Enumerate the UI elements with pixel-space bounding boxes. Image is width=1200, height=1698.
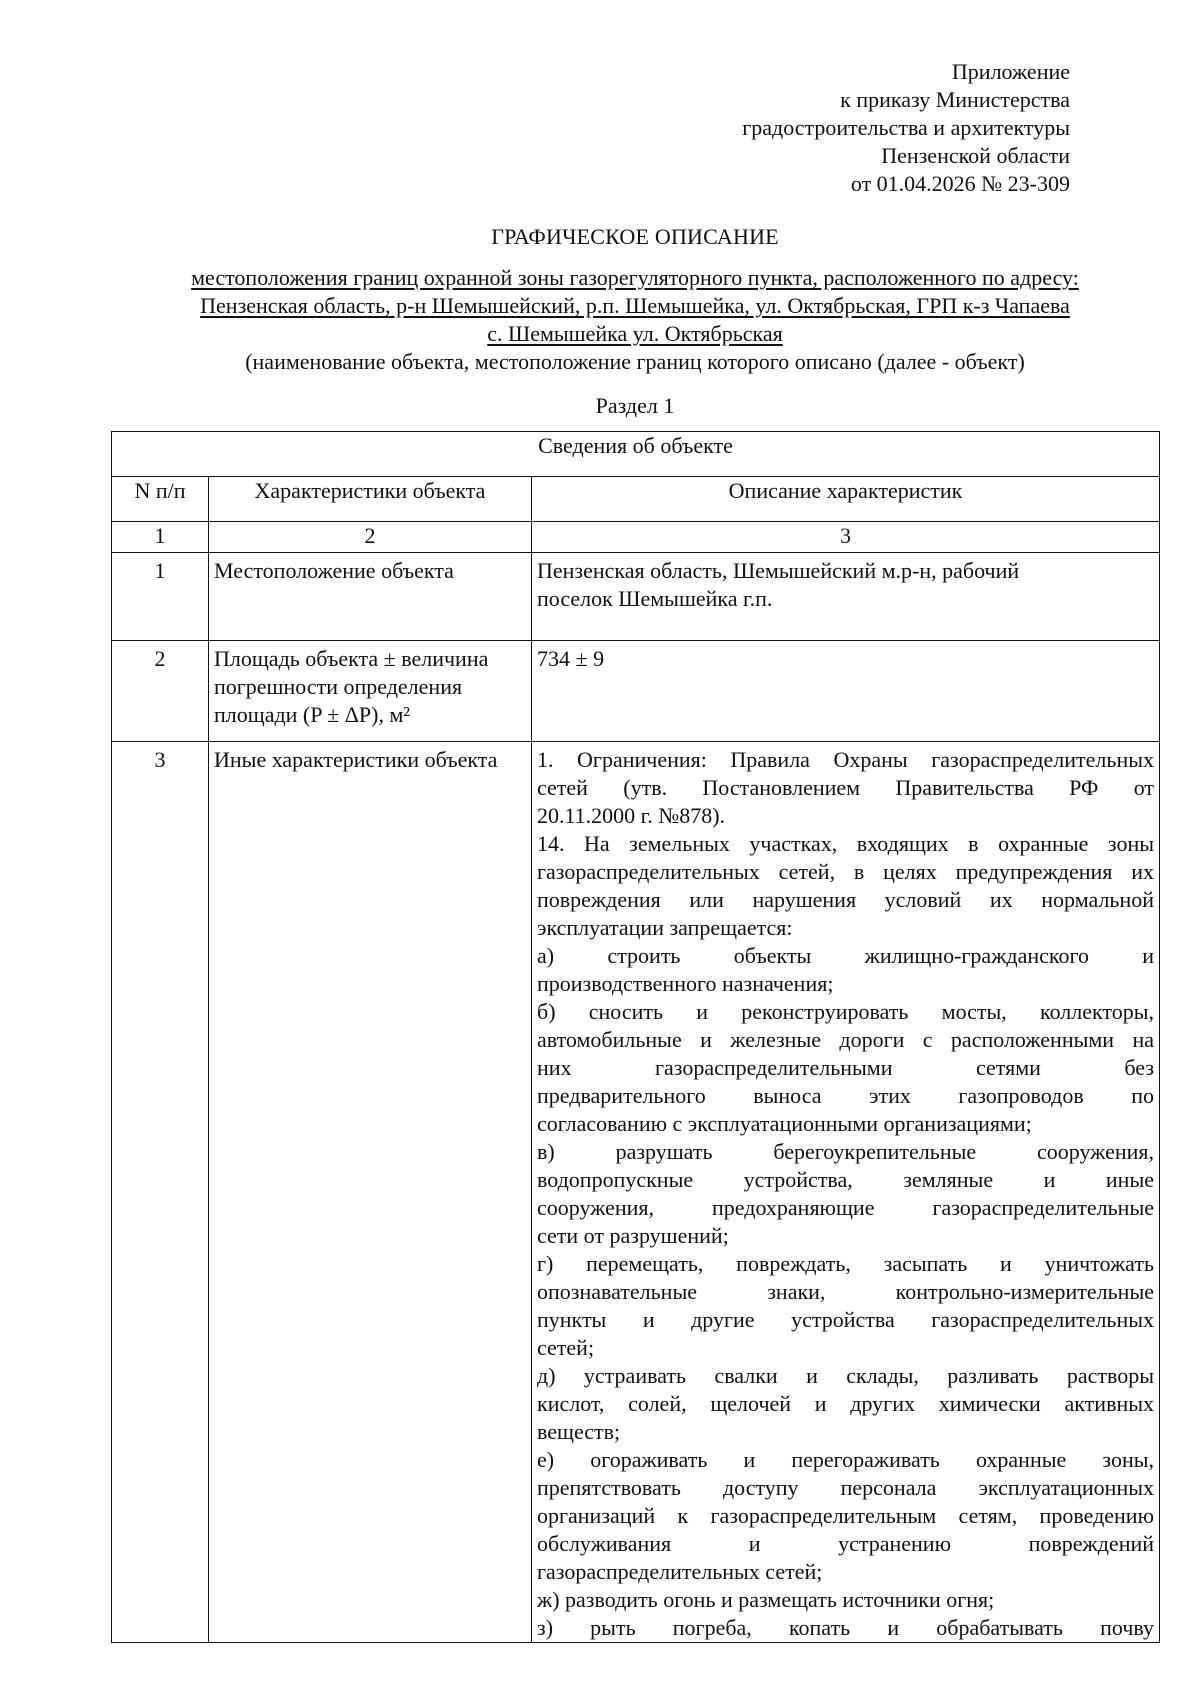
subject-block	[0, 264, 1200, 376]
desc-line: обслуживания и устранению повреждений	[537, 1531, 1155, 1556]
appendix-line: Приложение	[951, 59, 1070, 84]
appendix-block	[742, 58, 1070, 198]
desc-line: согласованию с эксплуатационными организациями;	[537, 1111, 1032, 1136]
appendix-line: градостроительства и архитектуры	[742, 115, 1070, 140]
row-description	[532, 641, 1160, 742]
desc-line: повреждения или нарушения условий их нормальной	[537, 887, 1155, 912]
header-description: Описание характеристик	[532, 477, 1160, 522]
desc-line: кислот, солей, щелочей и других химически активных	[537, 1391, 1155, 1416]
row-name: Местоположение объекта	[209, 553, 532, 641]
desc-line: эксплуатации запрещается:	[537, 915, 793, 940]
header-num: N п/п	[112, 477, 209, 522]
row-num: 3	[112, 742, 209, 1643]
row-description	[532, 742, 1160, 1643]
table-header-row	[112, 477, 1160, 522]
table-row	[112, 742, 1160, 1643]
document-title: ГРАФИЧЕСКОЕ ОПИСАНИЕ	[491, 224, 779, 249]
desc-line: сетей (утв. Постановлением Правительства РФ от	[537, 775, 1155, 800]
appendix-line: к приказу Министерства	[840, 87, 1070, 112]
desc-line: препятствовать доступу персонала эксплуатационных	[537, 1475, 1155, 1500]
desc-line: поселок Шемышейка г.п.	[537, 586, 773, 611]
desc-line: опознавательные знаки, контрольно-измерительные	[537, 1279, 1155, 1304]
row-description	[532, 553, 1160, 641]
section-title: Раздел 1	[595, 393, 675, 418]
desc-line: сети от разрушений;	[537, 1223, 729, 1248]
desc-line: 20.11.2000 г. №878).	[537, 803, 726, 828]
table-row	[112, 641, 1160, 742]
column-number: 3	[532, 522, 1160, 553]
column-number: 1	[112, 522, 209, 553]
subject-caption: (наименование объекта, местоположение границ которого описано (далее - объект)	[245, 349, 1025, 374]
desc-line: д) устраивать свалки и склады, разливать растворы	[537, 1363, 1155, 1388]
subject-line: местоположения границ охранной зоны газорегуляторного пункта, расположенного по адресу:	[191, 265, 1079, 290]
desc-line: газораспределительных сетей, в целях предупреждения их	[537, 859, 1155, 884]
object-info-table	[111, 431, 1160, 1643]
desc-line: сетей;	[537, 1335, 595, 1360]
appendix-line: Пензенской области	[881, 143, 1070, 168]
appendix-date-line: от 01.04.2026 № 23-309	[850, 171, 1070, 196]
desc-line: пункты и другие устройства газораспределительных	[537, 1307, 1155, 1332]
desc-line: производственного назначения;	[537, 971, 834, 996]
desc-line: них газораспределительными сетями без	[537, 1055, 1155, 1080]
column-number: 2	[209, 522, 532, 553]
column-numbers-row	[112, 522, 1160, 553]
desc-line: газораспределительных сетей;	[537, 1559, 823, 1584]
desc-line: водопропускные устройства, земляные и иные	[537, 1167, 1155, 1192]
desc-line: г) перемещать, повреждать, засыпать и уничтожать	[537, 1251, 1155, 1276]
desc-line: автомобильные и железные дороги с расположенными на	[537, 1027, 1155, 1052]
row-name	[209, 641, 532, 742]
desc-line: предварительного выноса этих газопроводов по	[537, 1083, 1155, 1108]
desc-line: сооружения, предохраняющие газораспределительные	[537, 1195, 1155, 1220]
desc-line: з) рыть погреба, копать и обрабатывать почву	[537, 1615, 1155, 1640]
row-name: Иные характеристики объекта	[209, 742, 532, 1643]
row-num: 2	[112, 641, 209, 742]
desc-line: 14. На земельных участках, входящих в охранные зоны	[537, 831, 1155, 856]
subject-line: Пензенская область, р-н Шемышейский, р.п. Шемышейка, ул. Октябрьская, ГРП к-з Чапаева	[200, 293, 1070, 318]
name-line: Площадь объекта ± величина	[214, 646, 489, 671]
desc-line: а) строить объекты жилищно-гражданского и	[537, 943, 1155, 968]
desc-line: б) сносить и реконструировать мосты, коллекторы,	[537, 999, 1155, 1024]
desc-line: Пензенская область, Шемышейский м.р-н, рабочий	[537, 558, 1020, 583]
table-caption: Сведения об объекте	[112, 432, 1160, 477]
desc-line: веществ;	[537, 1419, 621, 1444]
desc-line: ж) разводить огонь и размещать источники огня;	[537, 1587, 995, 1612]
desc-line: 1. Ограничения: Правила Охраны газораспределительных	[537, 747, 1155, 772]
desc-line: 734 ± 9	[537, 646, 605, 671]
header-characteristic: Характеристики объекта	[209, 477, 532, 522]
name-line: площади (P ± ΔP), м²	[214, 702, 410, 727]
desc-line: организаций к газораспределительным сетям, проведению	[537, 1503, 1155, 1528]
row-num: 1	[112, 553, 209, 641]
table-caption-row	[112, 432, 1160, 477]
name-line: погрешности определения	[214, 674, 463, 699]
subject-line: с. Шемышейка ул. Октябрьская	[487, 321, 783, 346]
desc-line: в) разрушать берегоукрепительные сооружения,	[537, 1139, 1155, 1164]
table-row	[112, 553, 1160, 641]
desc-line: е) огораживать и перегораживать охранные зоны,	[537, 1447, 1155, 1472]
